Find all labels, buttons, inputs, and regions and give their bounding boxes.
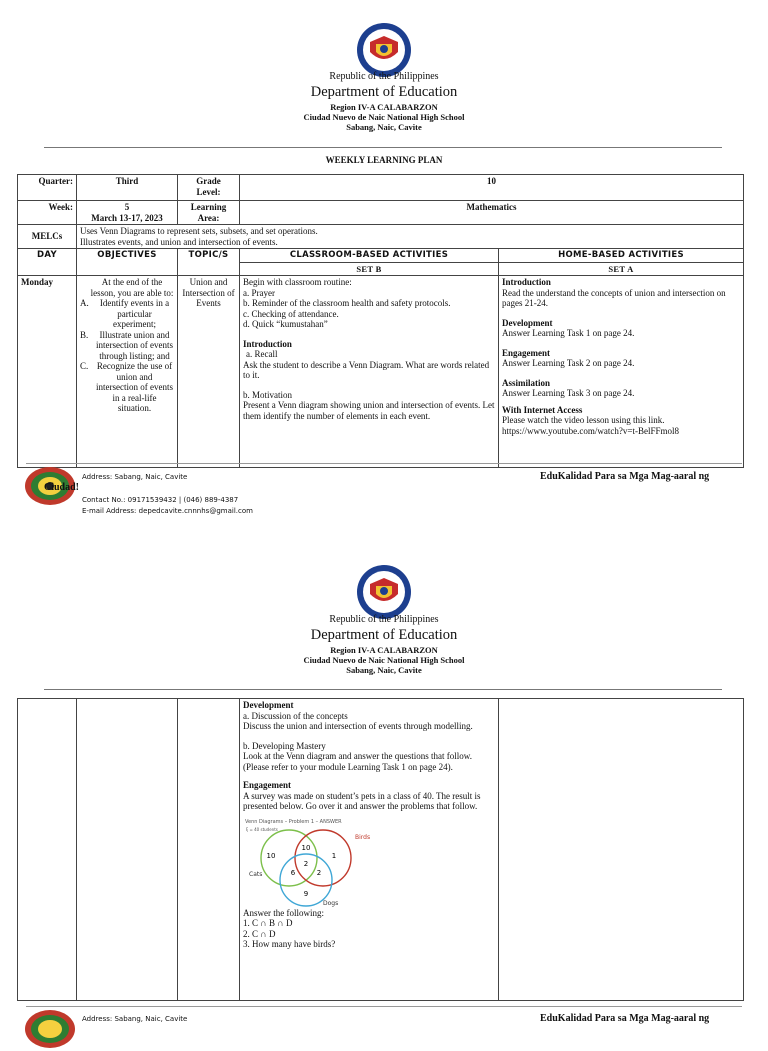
home-activities-cell-empty (499, 699, 744, 1001)
week-value: 5 March 13-17, 2023 (77, 201, 178, 225)
venn-diagram (243, 816, 371, 908)
objectives-intro: At the end of the lesson, you are able to: (90, 277, 174, 298)
home-activities-cell: Introduction Read the understand the concepts of union and intersection on pages 21-24. Development Answer Learning Task 1 on page 24. Engagement Answer Learning Task 2 on page 24. Assimilation Answer Learning Task 3 on page 24. With Internet Access Please watch the video lesson using this link. https://www.youtube.com/watch?v=t-BelFFmol8 (499, 276, 744, 468)
quarter-row (18, 175, 744, 201)
answer-heading: Answer the following: (243, 907, 324, 918)
venn-label-cats: Cats (249, 870, 263, 878)
footer-motto: EduKalidad Para sa Mga Mag-aaral ng (540, 471, 710, 482)
column-header-row (18, 249, 744, 263)
grade-value: 10 (240, 175, 744, 201)
location-label: Sabang, Naic, Cavite (346, 122, 422, 132)
location-label: Sabang, Naic, Cavite (346, 665, 422, 675)
venn-value-dogs-only: 9 (303, 889, 309, 898)
engagement-heading: Engagement (243, 780, 291, 790)
venn-label-birds: Birds (355, 833, 371, 841)
objective-c: C. Recognize the use of union and intersection of events in a real-life situation. (80, 361, 173, 413)
objectives-cell (77, 276, 178, 468)
venn-value-birds-dogs: 2 (316, 868, 322, 877)
melcs-row (18, 225, 744, 249)
set-b-label: SET B (240, 262, 499, 276)
classroom-introduction-heading: Introduction (243, 338, 292, 349)
venn-value-all-three: 2 (303, 859, 309, 868)
melcs-label: MELCs (18, 225, 77, 249)
deped-seal (356, 22, 412, 78)
department-label: Department of Education (310, 627, 458, 643)
header-divider (44, 147, 722, 148)
venn-title: Venn Diagrams – Problem 1 – ANSWER (245, 818, 342, 825)
topic-cell-empty (178, 699, 240, 1001)
development-heading: Development (243, 700, 294, 710)
day-monday: Monday (18, 276, 77, 468)
col-home: HOME-BASED ACTIVITIES (499, 249, 744, 263)
school-label: Ciudad Nuevo de Naic National High School (303, 655, 465, 665)
set-a-label: SET A (499, 262, 744, 276)
venn-value-cats-dogs: 6 (290, 868, 296, 877)
melcs-content: Uses Venn Diagrams to represent sets, subsets, and set operations. Illustrates events, and union and intersection of events. (77, 225, 744, 249)
classroom-activities-cell: Begin with classroom routine: a. Prayer b. Reminder of the classroom health and safety protocols. c. Checking of attendance. d. Quick “kumustahan” Introduction a. Recall Ask the student to describe a Venn Diagram. What are words related to it. b. Motivation Present a Venn diagram showing union and intersection of events. Let them identify the number of elements in each event. (240, 276, 499, 468)
weekly-plan-table-continued (17, 698, 744, 1001)
video-link[interactable]: https://www.youtube.com/watch?v=t-BelFFmol8 (502, 425, 679, 436)
deped-seal (356, 564, 412, 620)
topic-cell: Union and Intersection of Events (178, 276, 240, 468)
venn-value-birds-only: 1 (331, 851, 337, 860)
area-label: Learning Area: (178, 201, 240, 225)
classroom-activities-cell: Development a. Discussion of the concepts Discuss the union and intersection of events through modelling. b. Developing Mastery Look at the Venn diagram and answer the questions that follow. (Please refer to your module Learning Task 1 on page 24). Engagement A survey was made on student’s pets in a class of 40. The result is presented below. Go over it and answer the problems that follow. Venn Diagrams – Problem 1 – ANSWER ξ = 40 students Birds Cats Dogs 10 1 10 2 6 2 9 Answer the following: 1. C ∩ B ∩ D 2. C ∩ D 3. How many have birds? (240, 699, 499, 1001)
department-label: Department of Education (310, 84, 458, 100)
header-divider (44, 689, 722, 690)
col-classroom: CLASSROOM-BASED ACTIVITIES (240, 249, 499, 263)
week-row (18, 201, 744, 225)
footer-email: E-mail Address: depedcavite.cnnnhs@gmail.com (82, 507, 253, 515)
objective-b: B. Illustrate union and intersection of events through listing; and (80, 329, 173, 361)
venn-universe: ξ = 40 students (246, 826, 278, 832)
monday-row (18, 276, 744, 468)
region-label: Region IV-A CALABARZON (330, 102, 438, 112)
footer-address: Address: Sabang, Naic, Cavite (82, 473, 188, 481)
republic-label: Republic of the Philippines (329, 71, 439, 82)
footer-motto-end: Ciudad! (44, 482, 80, 493)
week-label: Week: (18, 201, 77, 225)
school-label: Ciudad Nuevo de Naic National High School (303, 112, 465, 122)
venn-value-cats-only: 10 (266, 851, 276, 860)
footer-motto: EduKalidad Para sa Mga Mag-aaral ng (540, 1013, 710, 1024)
footer-contact: Contact No.: 09171539432 | (046) 889-4387 (82, 496, 239, 504)
continued-row (18, 699, 744, 1001)
grade-label: Grade Level: (178, 175, 240, 201)
school-logo (24, 1009, 76, 1049)
objectives-cell-empty (77, 699, 178, 1001)
footer-divider (26, 1006, 742, 1007)
footer-address: Address: Sabang, Naic, Cavite (82, 1015, 188, 1023)
republic-label: Republic of the Philippines (329, 614, 439, 625)
area-value: Mathematics (240, 201, 744, 225)
venn-label-dogs: Dogs (323, 899, 339, 907)
plan-title: WEEKLY LEARNING PLAN (325, 155, 443, 165)
col-objectives: OBJECTIVES (77, 249, 178, 276)
venn-value-cats-birds: 10 (301, 843, 311, 852)
weekly-plan-table (17, 174, 744, 468)
day-cell-empty (18, 699, 77, 1001)
region-label: Region IV-A CALABARZON (330, 645, 438, 655)
quarter-value: Third (77, 175, 178, 201)
footer-divider (26, 463, 742, 464)
quarter-label: Quarter: (18, 175, 77, 201)
objective-a: A. Identify events in a particular experiment; (80, 298, 170, 329)
col-topics: TOPIC/S (178, 249, 240, 276)
col-day: DAY (18, 249, 77, 276)
